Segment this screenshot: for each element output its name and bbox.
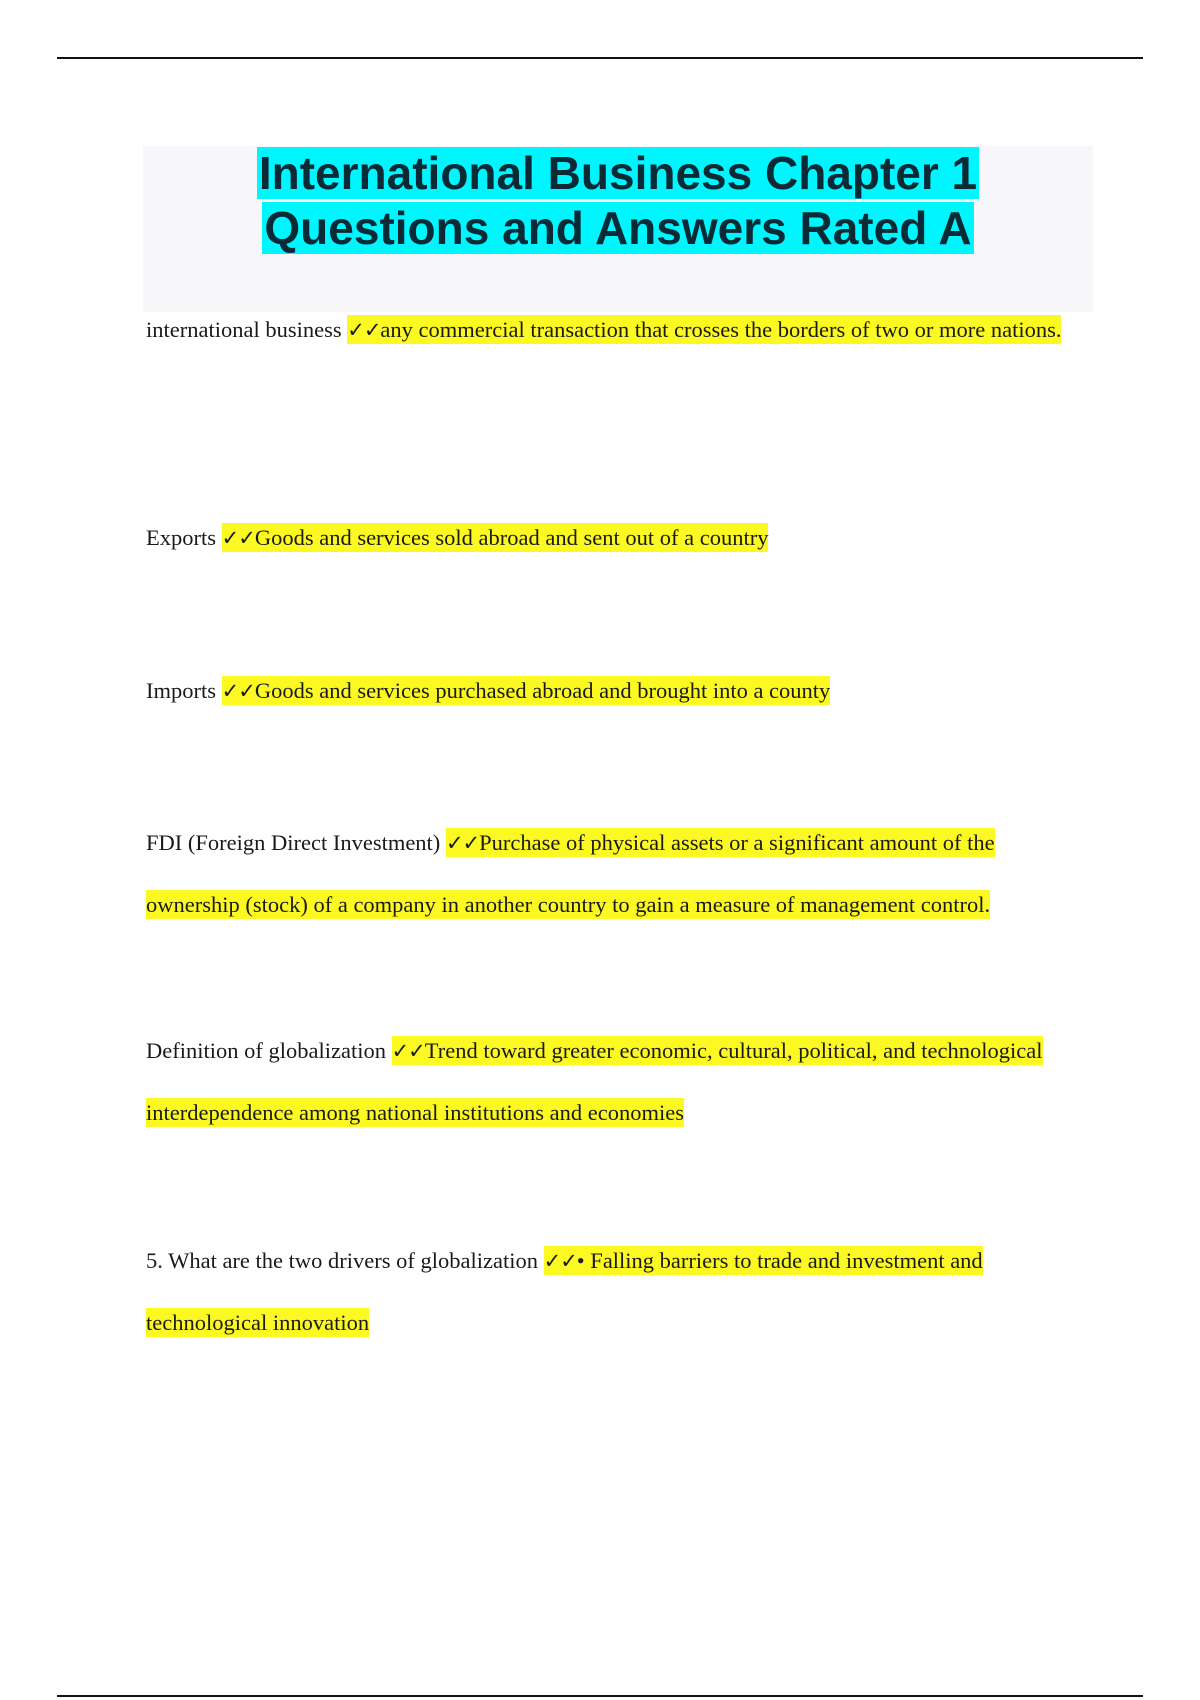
document-title	[143, 146, 1093, 256]
double-check-icon: ✓✓	[543, 1249, 577, 1273]
qa-answer	[222, 523, 769, 552]
qa-term: 5. What are the two drivers of globalization	[146, 1248, 538, 1273]
qa-answer-text: Goods and services purchased abroad and brought into a county	[254, 678, 831, 703]
double-check-icon: ✓✓	[445, 831, 480, 855]
qa-term: Imports	[146, 678, 216, 703]
qa-item-globalization-definition	[146, 1020, 1066, 1143]
qa-item-fdi	[146, 812, 1066, 935]
qa-term: Exports	[146, 525, 216, 550]
qa-term: international business	[146, 317, 342, 342]
title-line-2: Questions and Answers Rated A	[264, 202, 972, 254]
qa-answer-text: • Falling barriers to trade and investment and technological innovation	[146, 1248, 983, 1335]
qa-answer	[347, 315, 1061, 344]
double-check-icon: ✓✓	[391, 1039, 425, 1063]
qa-term: Definition of globalization	[146, 1038, 386, 1063]
qa-item-international-business	[146, 299, 1066, 361]
qa-answer-text: Goods and services sold abroad and sent out of a country	[254, 525, 769, 550]
header-rule	[57, 57, 1143, 59]
title-line-1: International Business Chapter 1	[258, 147, 978, 199]
double-check-icon: ✓✓	[221, 679, 255, 703]
title-block	[143, 146, 1093, 312]
qa-item-globalization-drivers	[146, 1230, 1066, 1353]
qa-answer	[222, 676, 831, 705]
double-check-icon: ✓✓	[347, 318, 381, 342]
qa-item-exports	[146, 507, 1066, 569]
double-check-icon: ✓✓	[221, 526, 255, 550]
footer-rule	[57, 1695, 1143, 1697]
qa-term: FDI (Foreign Direct Investment)	[146, 830, 441, 855]
qa-answer-text: any commercial transaction that crosses the borders of two or more nations.	[380, 317, 1062, 342]
qa-answer-text: Trend toward greater economic, cultural, political, and technological interdependence among national institutions and economies	[146, 1038, 1043, 1125]
qa-answer-text: Purchase of physical assets or a significant amount of the ownership (stock) of a company in another country to gain a measure of management control.	[146, 830, 995, 917]
qa-item-imports	[146, 660, 1066, 722]
